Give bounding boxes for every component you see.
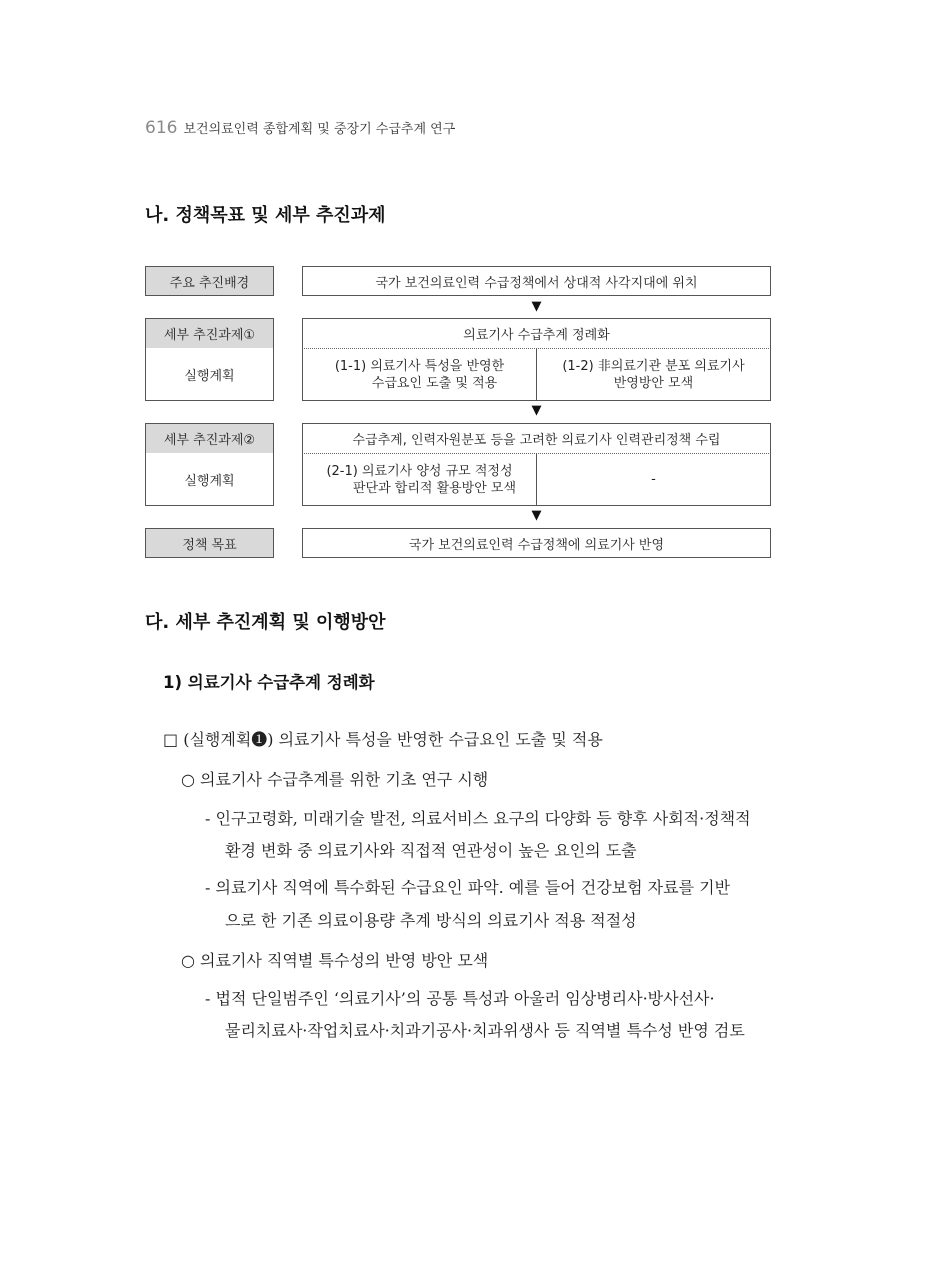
plan1-right-cell: [537, 349, 770, 400]
dash-item-2-line1: - 의료기사 직역에 특수화된 수급요인 파악. 예를 들어 건강보험 자료를 기반: [205, 878, 731, 897]
plan2-label: 실행계획: [145, 453, 274, 506]
plan1-label: 실행계획: [145, 348, 274, 401]
plan1-left-line1: (1-1) 의료기사 특성을 반영한: [334, 358, 505, 374]
plan2-right-cell: -: [651, 472, 656, 487]
circle-bullet-item-2: ○ 의료기사 직역별 특수성의 반영 방안 모색: [181, 951, 489, 970]
dash-item-2-line2: 으로 한 기존 의료이용량 추계 방식의 의료기사 적용 적절성: [225, 911, 637, 930]
arrow-down-icon: ▼: [531, 508, 542, 523]
arrow-down-icon: ▼: [531, 299, 542, 314]
plan2-left-line2: 판단과 합리적 활용방안 모색: [352, 480, 517, 496]
square-bullet-item: □ (실행계획❶) 의료기사 특성을 반영한 수급요인 도출 및 적용: [163, 730, 603, 749]
arrow-down-icon: ▼: [531, 403, 542, 418]
dash-item-1-line1: - 인구고령화, 미래기술 발전, 의료서비스 요구의 다양화 등 향후 사회적·정책적: [205, 809, 751, 828]
task2-label: 세부 추진과제②: [145, 423, 274, 454]
plan1-left-line2: 수급요인 도출 및 적용: [371, 375, 498, 391]
dash-item-3-line2: 물리치료사·작업치료사·치과기공사·치과위생사 등 직역별 특수성 반영 검토: [225, 1021, 745, 1040]
circle-bullet-item-1: ○ 의료기사 수급추계를 위한 기초 연구 시행: [181, 770, 489, 789]
plan1-left-cell: [303, 349, 537, 400]
running-header: [145, 118, 455, 138]
subsection-heading-1: 1) 의료기사 수급추계 정례화: [163, 673, 375, 692]
running-title: 보건의료인력 종합계획 및 중장기 수급추계 연구: [183, 122, 456, 137]
goal-label: 정책 목표: [145, 528, 274, 558]
background-label: 주요 추진배경: [145, 266, 274, 296]
dash-item-3-line1: - 법적 단일범주인 ‘의료기사’의 공통 특성과 아울러 임상병리사·방사선사·: [205, 989, 715, 1008]
section-heading-na: 나. 정책목표 및 세부 추진과제: [145, 205, 386, 226]
task2-text: 수급추계, 인력자원분포 등을 고려한 의료기사 인력관리정책 수립: [302, 423, 771, 454]
section-heading-da: 다. 세부 추진계획 및 이행방안: [145, 612, 386, 633]
goal-text: 국가 보건의료인력 수급정책에 의료기사 반영: [302, 528, 771, 558]
task1-label: 세부 추진과제①: [145, 318, 274, 349]
task1-text: 의료기사 수급추계 정례화: [302, 318, 771, 349]
plan2-left-cell: [303, 454, 537, 505]
dash-item-1-line2: 환경 변화 중 의료기사와 직접적 연관성이 높은 요인의 도출: [225, 841, 637, 860]
plan1-right-line2: 반영방안 모색: [613, 375, 694, 391]
plan1-right-line1: (1-2) 非의료기관 분포 의료기사: [562, 358, 745, 374]
page-number: 616: [145, 118, 178, 138]
plan2-left-line1: (2-1) 의료기사 양성 규모 적정성: [326, 463, 513, 479]
background-text: 국가 보건의료인력 수급정책에서 상대적 사각지대에 위치: [302, 266, 771, 296]
